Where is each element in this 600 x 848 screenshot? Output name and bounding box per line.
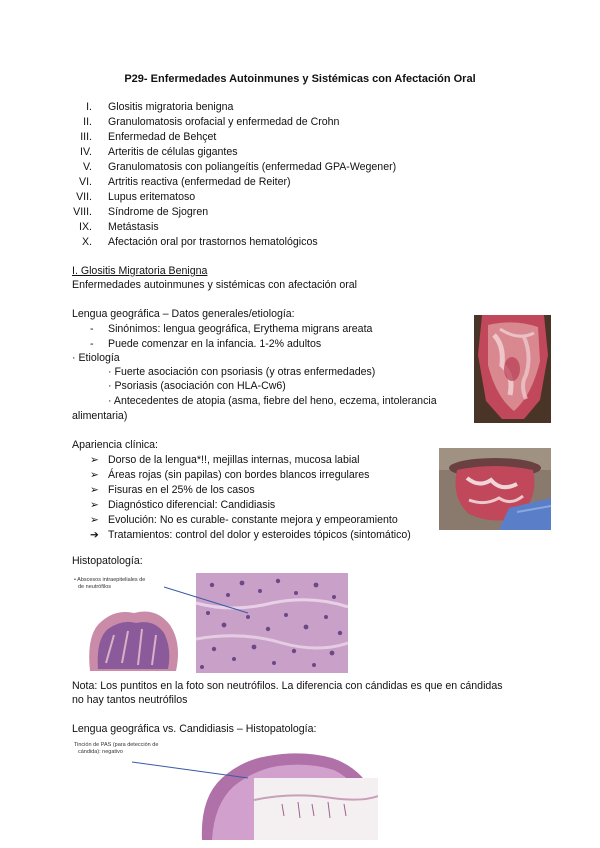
toc-item: V. Granulomatosis con poliangeítis (enfermedad GPA-Wegener) bbox=[82, 161, 397, 173]
tongue-photo bbox=[474, 315, 551, 423]
clinical-heading: Apariencia clínica: bbox=[72, 439, 158, 451]
list-item: Áreas rojas (sin papilas) con bordes blancos irregulares bbox=[108, 469, 370, 481]
list-item: Sinónimos: lengua geográfica, Erythema migrans areata bbox=[108, 323, 373, 335]
toc-item: IV. Arteritis de células gigantes bbox=[80, 146, 238, 158]
toc-item: III. Enfermedad de Behçet bbox=[80, 131, 217, 143]
toc-item: VII. Lupus eritematoso bbox=[76, 191, 196, 203]
toc-item: X. Afectación oral por trastornos hematológicos bbox=[81, 236, 318, 248]
toc-item: VI. Artritis reactiva (enfermedad de Reiter) bbox=[79, 176, 291, 188]
histo-heading: Histopatología: bbox=[72, 555, 143, 567]
list-item: · Psoriasis (asociación con HLA-Cw6) bbox=[108, 380, 286, 392]
toc-item: I. Glositis migratoria benigna bbox=[86, 101, 234, 113]
toc-item: II. Granulomatosis orofacial y enfermedad de Crohn bbox=[83, 116, 340, 128]
list-item: · Fuerte asociación con psoriasis (y otras enfermedades) bbox=[108, 366, 376, 378]
section-heading: I. Glositis Migratoria Benigna bbox=[72, 265, 208, 277]
etiologia-label: · Etiología bbox=[72, 352, 120, 364]
list-bullet: ➢ bbox=[90, 484, 99, 496]
histology-caption: de neutrófilos bbox=[78, 584, 112, 590]
tongue-photo bbox=[439, 448, 551, 530]
list-bullet: ➢ bbox=[90, 499, 99, 511]
list-item: Evolución: No es curable- constante mejora y empeoramiento bbox=[108, 514, 398, 526]
section-subtitle: Enfermedades autoinmunes y sistémicas con afectación oral bbox=[72, 279, 358, 291]
note-text: Nota: Los puntitos en la foto son neutrófilos. La diferencia con cándidas es que en cándidas bbox=[72, 680, 503, 692]
list-item: Fisuras en el 25% de los casos bbox=[108, 484, 255, 496]
list-bullet: - bbox=[90, 323, 94, 335]
list-bullet: - bbox=[90, 338, 94, 350]
list-item: Puede comenzar en la infancia. 1-2% adultos bbox=[108, 338, 322, 350]
toc-item: VIII. Síndrome de Sjogren bbox=[73, 206, 209, 218]
compare-heading: Lengua geográfica vs. Candidiasis – Histopatología: bbox=[72, 723, 317, 735]
list-bullet: ➢ bbox=[90, 514, 99, 526]
note-text: no hay tantos neutrófilos bbox=[72, 694, 188, 706]
pas-caption: cándida): negativo bbox=[78, 749, 123, 755]
toc-item: IX. Metástasis bbox=[79, 221, 159, 233]
list-bullet: ➔ bbox=[90, 529, 99, 541]
general-heading: Lengua geográfica – Datos generales/etiología: bbox=[72, 308, 295, 320]
pas-caption: Tinción de PAS (para detección de bbox=[74, 742, 159, 748]
list-bullet: ➢ bbox=[90, 469, 99, 481]
histology-caption: • Abscesos intraepiteliales de bbox=[74, 577, 146, 583]
histology-image bbox=[72, 573, 348, 673]
list-item: alimentaria) bbox=[72, 410, 128, 422]
list-item: Tratamientos: control del dolor y esteroides tópicos (sintomático) bbox=[108, 529, 411, 541]
list-item: Diagnóstico diferencial: Candidiasis bbox=[108, 499, 276, 511]
list-bullet: ➢ bbox=[90, 454, 99, 466]
list-item: Dorso de la lengua*!!, mejillas internas, mucosa labial bbox=[108, 454, 360, 466]
page-title: P29- Enfermedades Autoinmunes y Sistémicas con Afectación Oral bbox=[124, 73, 476, 85]
list-item: · Antecedentes de atopia (asma, fiebre del heno, eczema, intolerancia bbox=[108, 395, 437, 407]
